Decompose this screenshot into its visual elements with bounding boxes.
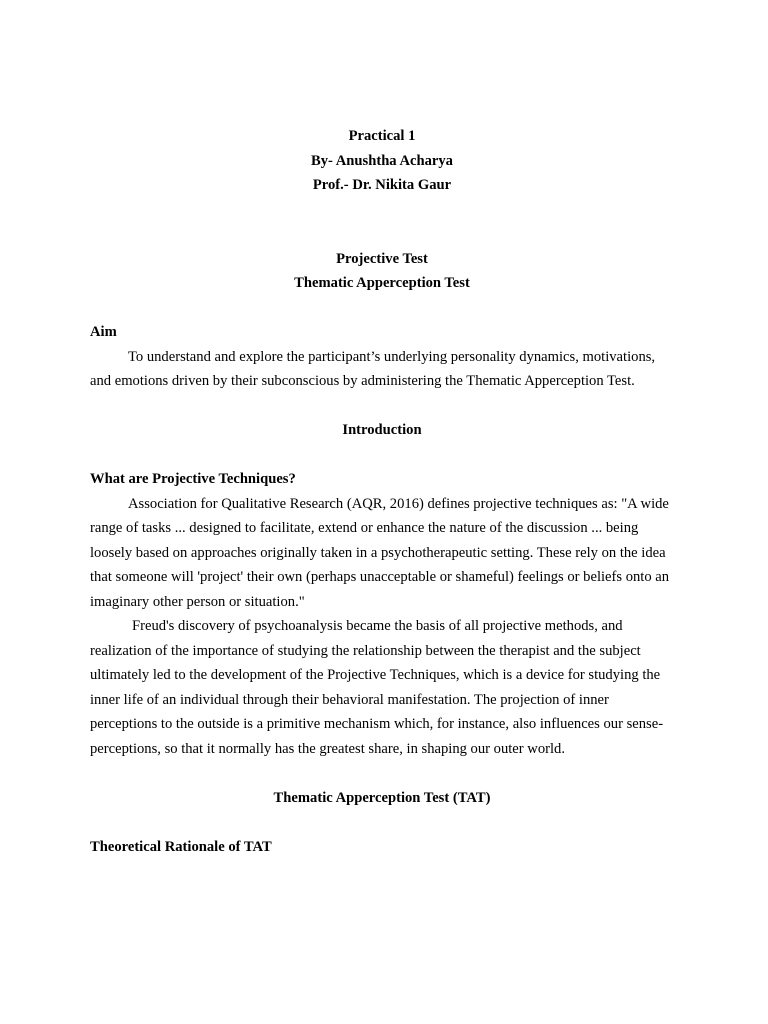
spacer xyxy=(90,394,674,419)
practical-title: Practical 1 xyxy=(348,128,416,144)
test-name-title: Thematic Apperception Test xyxy=(294,275,470,291)
professor-line: Prof.- Dr. Nikita Gaur xyxy=(312,177,452,193)
tat-heading: Thematic Apperception Test (TAT) xyxy=(273,789,491,806)
document-page xyxy=(90,124,674,859)
spacer xyxy=(90,296,674,321)
aim-text: To understand and explore the participant’s underlying personality dynamics, motivations, and emotions driven by their subconscious by administering the Thematic Apperception Test. xyxy=(90,348,656,389)
introduction-heading: Introduction xyxy=(342,422,422,438)
spacer xyxy=(90,198,674,247)
test-category-title: Projective Test xyxy=(336,250,428,267)
projective-techniques-subheading: What are Projective Techniques? xyxy=(90,471,296,487)
spacer xyxy=(90,443,674,468)
spacer xyxy=(90,810,674,835)
author-line: By- Anushtha Acharya xyxy=(311,152,453,169)
tat-rationale-subheading: Theoretical Rationale of TAT xyxy=(90,838,272,855)
aim-heading: Aim xyxy=(90,324,117,340)
aqr-definition-paragraph: Association for Qualitative Research (AQR, 2016) defines projective techniques as: "A wide range of tasks ... designed to facilitate, extend or enhance the nature of the discussion ... being loosely based on approaches originally taken in a psychotherapeutic setting. These rely on the idea that someone will 'project' their own (perhaps unacceptable or shameful) feelings or beliefs onto an imaginary other person or situation." xyxy=(90,495,670,610)
spacer xyxy=(90,761,674,786)
freud-paragraph: Freud's discovery of psychoanalysis became the basis of all projective methods, and realization of the importance of studying the relationship between the therapist and the subject ultimately led to the development of the Projective Techniques, which is a device for studying the inner life of an individual through their behavioral manifestation. The projection of inner perceptions to the outside is a primitive mechanism which, for instance, also influences our sense-perceptions, so that it normally has the greatest share, in shaping our outer world. xyxy=(90,618,664,757)
